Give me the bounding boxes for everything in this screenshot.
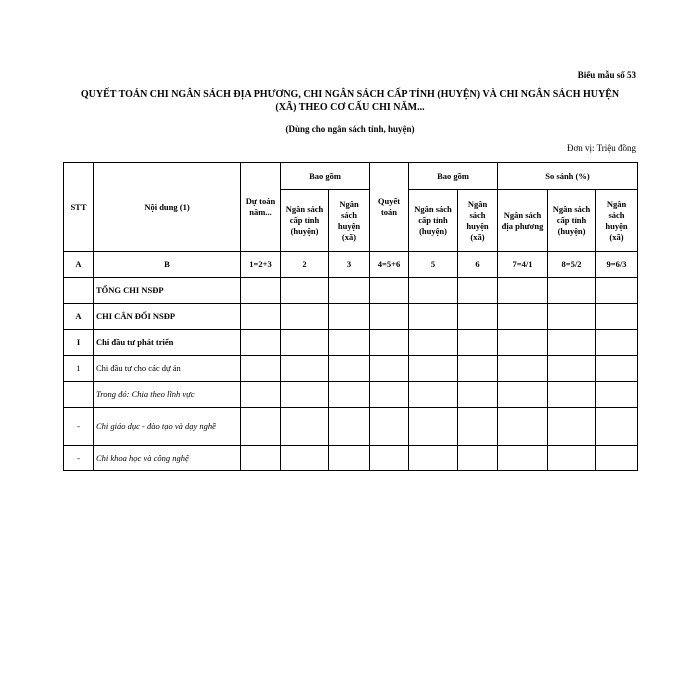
- table-row: [64, 356, 638, 382]
- table-row: [64, 330, 638, 356]
- row-content: Chi đầu tư cho các dự án: [94, 356, 241, 382]
- budget-table: [63, 162, 638, 471]
- code-cell: 6: [458, 252, 498, 278]
- header-content: Nội dung (1): [94, 163, 241, 252]
- header-compare-district: Ngân sách huyện (xã): [596, 190, 638, 252]
- row-content: Chi khoa học và công nghệ: [94, 446, 241, 471]
- row-content: TỔNG CHI NSĐP: [94, 278, 241, 304]
- code-cell: A: [64, 252, 94, 278]
- unit-label: Đơn vị: Triệu đồng: [566, 143, 636, 153]
- code-cell: 7=4/1: [498, 252, 548, 278]
- report-subtitle: (Dùng cho ngân sách tỉnh, huyện): [285, 124, 415, 134]
- header-settlement: Quyết toán: [370, 163, 409, 252]
- table-row: [64, 408, 638, 446]
- code-cell: 3: [329, 252, 370, 278]
- header-compare-local: Ngân sách địa phương: [498, 190, 548, 252]
- row-stt: [64, 382, 94, 408]
- code-row: [64, 252, 638, 278]
- header-include-2: Bao gồm: [409, 163, 498, 190]
- row-stt: I: [64, 330, 94, 356]
- report-title: QUYẾT TOÁN CHI NGÂN SÁCH ĐỊA PHƯƠNG, CHI NGÂN SÁCH CẤP TỈNH (HUYỆN) VÀ CHI NGÂN SÁCH HUYỆN (XÃ) THEO CƠ CẤU CHI NĂM...: [80, 89, 620, 113]
- row-content: CHI CÂN ĐỐI NSĐP: [94, 304, 241, 330]
- header-budget-province-2: Ngân sách cấp tỉnh (huyện): [409, 190, 458, 252]
- table-row: [64, 446, 638, 471]
- table-row: [64, 382, 638, 408]
- header-budget-district-1: Ngân sách huyện (xã): [329, 190, 370, 252]
- row-stt: A: [64, 304, 94, 330]
- header-stt: STT: [64, 163, 94, 252]
- row-content: Trong đó: Chia theo lĩnh vực: [94, 382, 241, 408]
- row-content: Chi giáo dục - đào tạo và dạy nghề: [94, 408, 241, 446]
- header-budget-district-2: Ngân sách huyện (xã): [458, 190, 498, 252]
- header-include-1: Bao gồm: [281, 163, 370, 190]
- header-budget-province-1: Ngân sách cấp tỉnh (huyện): [281, 190, 329, 252]
- row-stt: -: [64, 408, 94, 446]
- table-row: [64, 304, 638, 330]
- code-cell: 5: [409, 252, 458, 278]
- code-cell: 4=5+6: [370, 252, 409, 278]
- row-content: Chi đầu tư phát triển: [94, 330, 241, 356]
- header-compare: So sánh (%): [498, 163, 638, 190]
- row-stt: -: [64, 446, 94, 471]
- header-compare-province: Ngân sách cấp tỉnh (huyện): [548, 190, 596, 252]
- code-cell: 8=5/2: [548, 252, 596, 278]
- code-cell: 9=6/3: [596, 252, 638, 278]
- code-cell: 1=2+3: [241, 252, 281, 278]
- header-estimate: Dự toán năm...: [241, 163, 281, 252]
- form-number: Biểu mẫu số 53: [577, 70, 636, 80]
- table-row: [64, 278, 638, 304]
- row-stt: 1: [64, 356, 94, 382]
- code-cell: 2: [281, 252, 329, 278]
- code-cell: B: [94, 252, 241, 278]
- row-stt: [64, 278, 94, 304]
